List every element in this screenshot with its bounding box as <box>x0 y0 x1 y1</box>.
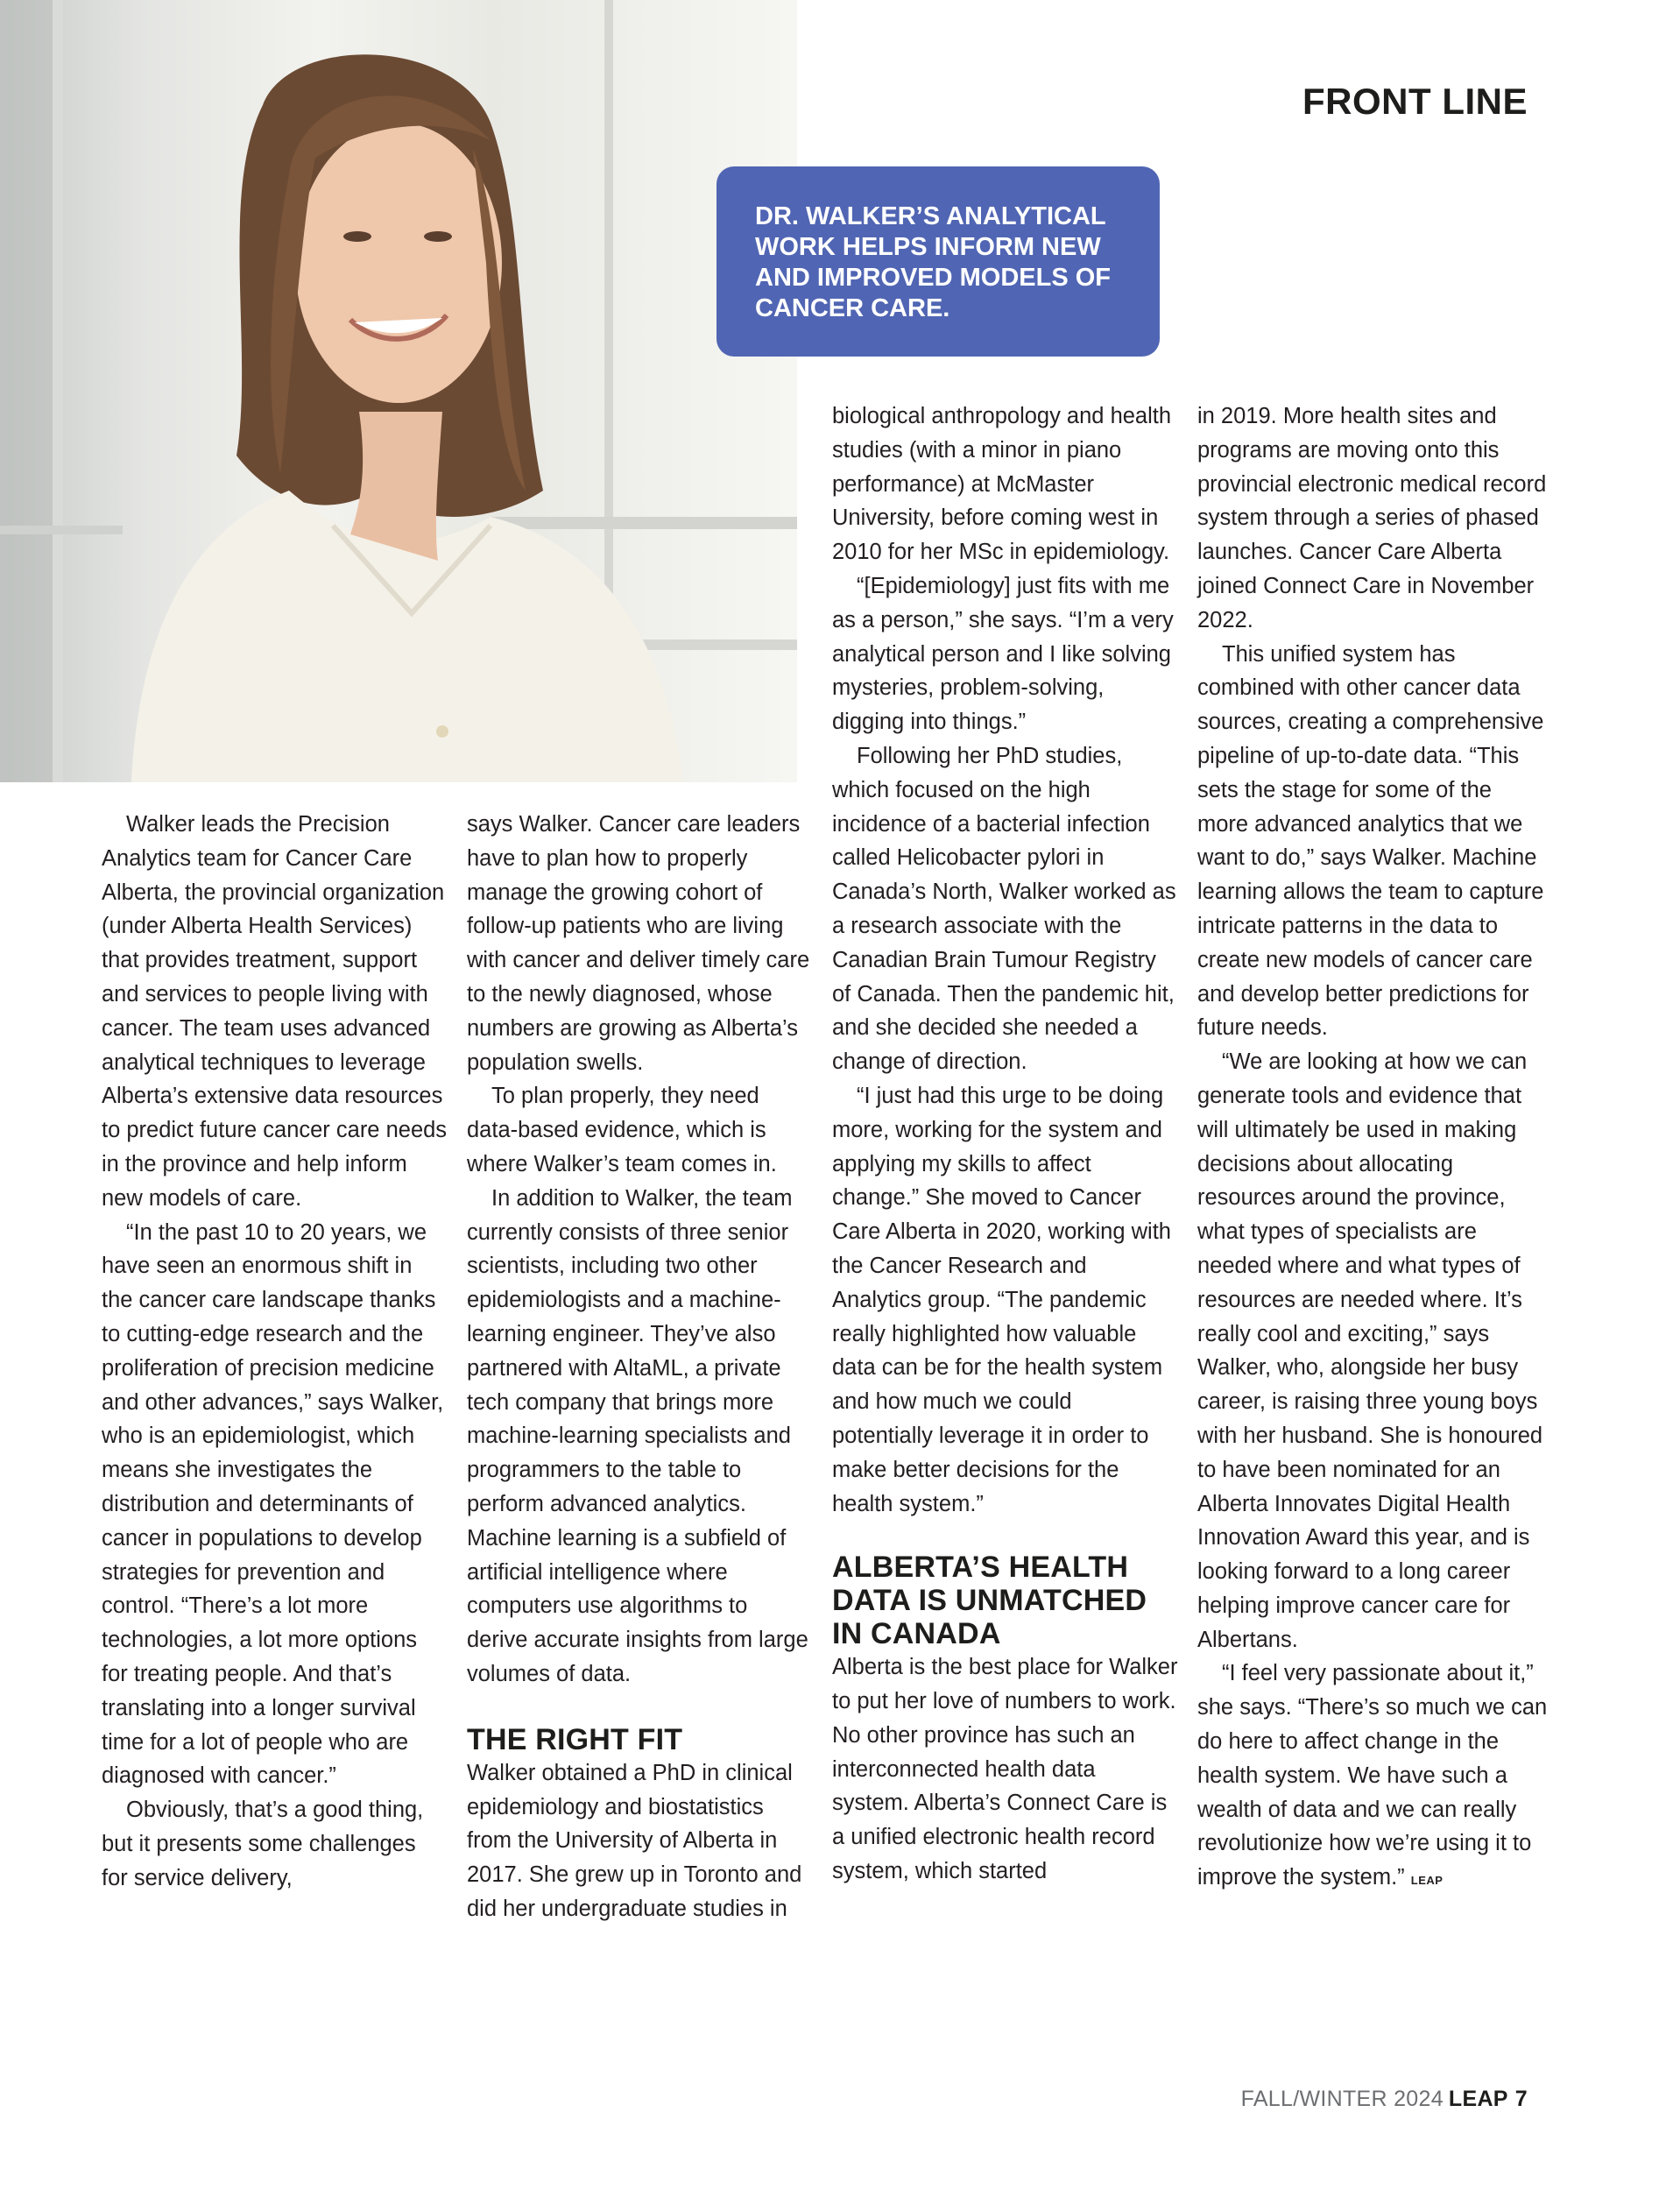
paragraph: To plan properly, they need data-based evidence, which is where Walker’s team comes in. <box>467 1084 777 1176</box>
section-label: FRONT LINE <box>1302 81 1528 122</box>
paragraph: This unified system has combined with other cancer data sources, creating a comprehensive pipeline of up-to-date data. “This sets the stage for some of the more advanced analytics that we want to do,” says Walker. Machine learning allows the team to capture intricate patterns in the data to create new models of cancer care and develop better predictions for future needs. <box>1197 641 1544 1041</box>
portrait-illustration <box>0 0 797 782</box>
article-column-3 <box>832 399 1178 1889</box>
paragraph: Walker obtained a PhD in clinical epidemiology and biostatistics from the University of Alberta in 2017. She grew up in Toronto and did her undergraduate studies in <box>467 1760 802 1921</box>
paragraph: says Walker. Cancer care leaders have to plan how to properly manage the growing cohort of follow-up patients who are living with cancer and deliver timely care to the newly diagnosed, whose numbers are growing as Alberta’s population swells. <box>467 812 810 1075</box>
subheading-right-fit: THE RIGHT FIT <box>467 1722 683 1756</box>
paragraph: “I just had this urge to be doing more, working for the system and applying my skills to affect change.” She moved to Cancer Care Alberta in 2020, working with the Cancer Research and Analytics group. “The pandemic really highlighted how valuable data can be for the health system and how much we could potentially leverage it in order to make better decisions for the health system.” <box>832 1083 1171 1516</box>
article-column-1 <box>102 808 448 1896</box>
paragraph-text: “I feel very passionate about it,” she says. “There’s so much we can do here to affect change in the health system. We have such a wealth of data and we can really revolutionize how we’re using it to improve the system.” <box>1197 1661 1548 1890</box>
end-mark: LEAP <box>1410 1874 1444 1888</box>
page-footer <box>1241 2087 1528 2112</box>
paragraph: In addition to Walker, the team currently consists of three senior scientists, including two other epidemiologists and a machine-learning engineer. They’ve also partnered with AltaML, a private tech company that brings more machine-learning specialists and programmers to the table to perform advanced analytics. Machine learning is a subfield of artificial intelligence where computers use algorithms to derive accurate insights from large volumes of data. <box>467 1185 808 1686</box>
paragraph: “In the past 10 to 20 years, we have seen an enormous shift in the cancer care landscape thanks to cutting-edge research and the proliferation of precision medicine and other advances,” says Walker, who is an epidemiologist, which means she investigates the distribution and determinants of cancer in populations to develop strategies for prevention and control. “There’s a lot more technologies, a lot more options for treating people. And that’s translating into a longer survival time for a lot of people who are diagnosed with cancer.” <box>102 1219 444 1789</box>
paragraph: in 2019. More health sites and programs are moving onto this provincial electronic medical record system through a series of phased launches. Cancer Care Alberta joined Connect Care in November 2022. <box>1197 404 1547 632</box>
paragraph: “We are looking at how we can generate tools and evidence that will ultimately be used in making decisions about allocating resources around the province, what types of specialists are needed where and what types of resources are needed where. It’s really cool and exciting,” says Walker, who, alongside her busy career, is raising three young boys with her husband. She is honoured to have been nominated for an Alberta Innovates Digital Health Innovation Award this year, and is looking forward to a long career helping improve cancer care for Albertans. <box>1197 1049 1543 1652</box>
page-number: 7 <box>1514 2087 1528 2111</box>
article-column-2 <box>467 808 813 1926</box>
portrait-photo <box>0 0 797 782</box>
pull-quote-text: DR. WALKER’S ANALYTICAL WORK HELPS INFORM NEW AND IMPROVED MODELS OF CANCER CARE. <box>755 202 1112 322</box>
magazine-name: LEAP <box>1448 2087 1508 2111</box>
paragraph: “[Epidemiology] just fits with me as a person,” she says. “I’m a very analytical person and I like solving mysteries, problem-solving, digging into things.” <box>832 573 1174 735</box>
paragraph-final <box>1197 1657 1548 1898</box>
paragraph: Walker leads the Precision Analytics team for Cancer Care Alberta, the provincial organization (under Alberta Health Services) that provides treatment, support and services to people living with cancer. The team uses advanced analytical techniques to leverage Alberta’s extensive data resources to predict future cancer care needs in the province and help inform new models of care. <box>102 812 448 1211</box>
paragraph: Obviously, that’s a good thing, but it presents some challenges for service delivery, <box>102 1798 424 1890</box>
paragraph: biological anthropology and health studies (with a minor in piano performance) at McMaster University, before coming west in 2010 for her MSc in epidemiology. <box>832 404 1172 565</box>
paragraph: Following her PhD studies, which focused on the high incidence of a bacterial infection called Helicobacter pylori in Canada’s North, Walker worked as a research associate with the Canadian Brain Tumour Registry of Canada. Then the pandemic hit, and she decided she needed a change of direction. <box>832 743 1176 1075</box>
pull-quote-callout <box>716 166 1160 357</box>
article-column-4 <box>1197 399 1548 1898</box>
issue-label: FALL/WINTER 2024 <box>1240 2087 1444 2111</box>
subheading-health-data: ALBERTA’S HEALTH DATA IS UNMATCHED IN CANADA <box>832 1551 1147 1651</box>
paragraph: Alberta is the best place for Walker to put her love of numbers to work. No other province has such an interconnected health data system. Alberta’s Connect Care is a unified electronic health record system, which started <box>832 1655 1178 1884</box>
